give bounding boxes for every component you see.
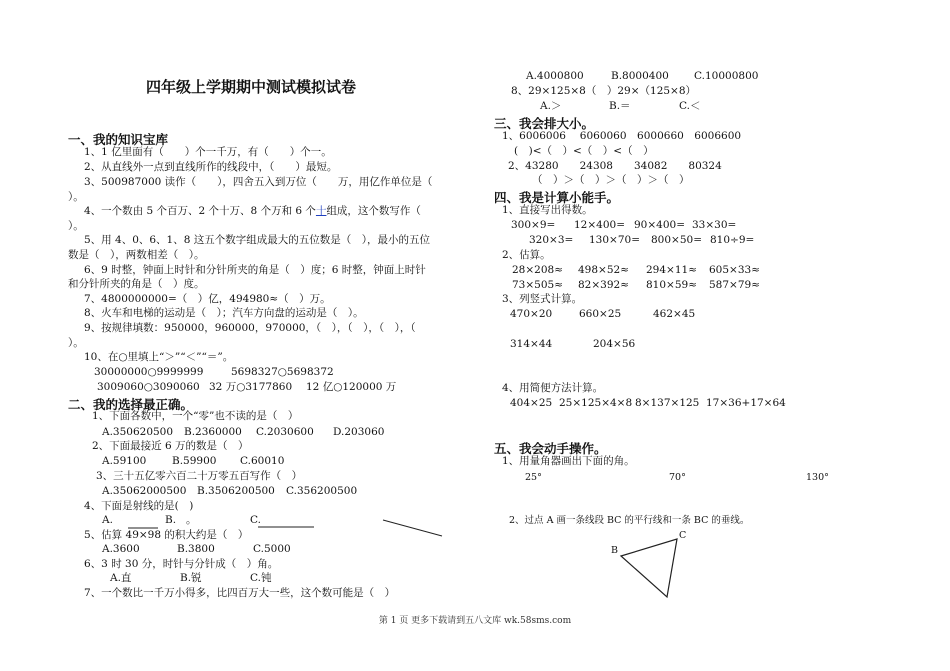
section-4-heading: 四、我是计算小能手。 — [494, 190, 620, 205]
question-5-1: 1、用量角器画出下面的角。 — [502, 455, 635, 467]
calc-item: 12×400= — [574, 219, 625, 231]
option: A.4000800 — [526, 70, 584, 82]
question-2-1: 1、下面各数中，一个“零”也不读的是（ ） — [92, 410, 299, 422]
option: C.2030600 — [256, 426, 314, 438]
angle-label: 70° — [669, 472, 686, 483]
question-2-8: 8、29×125×8（ ）29×（125×8） — [511, 85, 697, 97]
question-1-3-cont: ）。 — [68, 191, 84, 203]
question-5-2: 2、过点 A 画一条线段 BC 的平行线和一条 BC 的垂线。 — [509, 515, 750, 526]
option: B.锐 — [180, 572, 202, 584]
simplify-item: 404×25 — [510, 397, 553, 409]
vertical-calc-item: 470×20 — [510, 308, 553, 320]
calc-item: 800×50= — [651, 234, 702, 246]
inline-link[interactable]: 十 — [315, 205, 327, 217]
option: A.35062000500 — [102, 485, 187, 497]
page-footer: 第 1 页 更多下载请到五八文库 wk.58sms.com — [378, 616, 572, 626]
section-3-heading: 三、我会排大小。 — [494, 116, 595, 131]
question-1-5-cont: 数是（ ），两数相差（ ）。 — [68, 249, 205, 261]
question-1-6-cont: 和分针所夹的角是（ ）度。 — [68, 278, 205, 290]
option: A. — [102, 514, 113, 526]
simplify-item: 25×125×4×8 — [559, 397, 633, 409]
question-2-7: 7、一个数比一千万小得多，比四百万大一些，这个数可能是（ ） — [84, 587, 396, 599]
question-1-1: 1、1 亿里面有（ ）个一千万，有（ ）个一。 — [84, 146, 332, 158]
option: B. — [165, 514, 177, 526]
section-1-heading: 一、我的知识宝库 — [68, 132, 169, 147]
question-2-4: 4、下面是射线的是( ) — [84, 500, 194, 512]
question-3-2: 2、43280 24308 34082 80324 — [508, 160, 722, 172]
estimate-item: 82×392≈ — [578, 279, 629, 291]
option: B.3800 — [177, 543, 215, 555]
question-4-4: 4、用简便方法计算。 — [502, 382, 604, 394]
page-title: 四年级上学期期中测试模拟试卷 — [146, 78, 357, 96]
question-1-5: 5、用 4、0、6、1、8 这五个数字组成最大的五位数是（ ），最小的五位 — [84, 234, 431, 246]
question-1-9: 9、按规律填数：950000，960000，970000，（ ），（ ），（ ），（ — [84, 322, 416, 334]
option: C.356200500 — [286, 485, 358, 497]
option: B.8000400 — [611, 70, 669, 82]
estimate-item: 73×505≈ — [512, 279, 563, 291]
question-1-4-cont: ）。 — [68, 220, 84, 232]
compare-item: 30000000○9999999 — [94, 366, 204, 378]
option: C.10000800 — [694, 70, 759, 82]
option: B.59900 — [172, 455, 217, 467]
option: A.直 — [110, 572, 132, 584]
question-1-10: 10、在○里填上“＞”“＜”“＝”。 — [84, 351, 234, 363]
estimate-item: 605×33≈ — [709, 264, 760, 276]
estimate-item: 587×79≈ — [709, 279, 760, 291]
vertical-calc-item: 314×44 — [510, 338, 553, 350]
triangle-abc — [621, 539, 677, 597]
question-2-5: 5、估算 49×98 的积大约是（ ） — [84, 529, 249, 541]
option: B.3506200500 — [197, 485, 275, 497]
option: C.5000 — [253, 543, 291, 555]
question-1-6: 6、9 时整，钟面上时针和分针所夹的角是（ ）度；6 时整，钟面上时针 — [84, 264, 426, 276]
option: B.＝ — [609, 100, 631, 112]
point-label-c: C — [679, 530, 687, 541]
question-1-7: 7、4800000000=（ ）亿，494980≈（ ）万。 — [84, 293, 331, 305]
option: A.350620500 — [102, 426, 174, 438]
question-4-2: 2、估算。 — [502, 249, 551, 261]
section-2-heading: 二、我的选择最正确。 — [68, 397, 194, 412]
angle-label: 25° — [525, 472, 542, 483]
option: A.3600 — [102, 543, 140, 555]
question-3-1: 1、6006006 6060060 6000660 6006600 — [502, 130, 742, 142]
question-3-2-blanks: （ ）＞（ ）＞（ ）＞（ ） — [532, 174, 690, 186]
question-1-2: 2、从直线外一点到直线所作的线段中，（ ）最短。 — [84, 161, 338, 173]
estimate-item: 498×52≈ — [578, 264, 629, 276]
question-1-4-pre: 4、一个数由 5 个百万、2 个十万、8 个万和 6 个 — [84, 205, 316, 217]
ray-line — [383, 520, 442, 536]
simplify-item: 17×36+17×64 — [706, 397, 786, 409]
question-1-3: 3、500987000 读作（ ），四舍五入到万位（ 万，用亿作单位是（ — [84, 176, 433, 188]
option: C.钝 — [250, 572, 272, 584]
question-1-8: 8、火车和电梯的运动是（ ）；汽车方向盘的运动是（ ）。 — [84, 307, 364, 319]
question-1-9-cont: ）。 — [68, 337, 84, 349]
option: A.＞ — [540, 100, 562, 112]
question-2-3: 3、三十五亿零六百二十万零五百写作（ ） — [96, 470, 303, 482]
estimate-item: 810×59≈ — [646, 279, 697, 291]
section-5-heading: 五、我会动手操作。 — [494, 441, 607, 456]
calc-item: 90×400= — [634, 219, 685, 231]
option: C. — [250, 514, 261, 526]
calc-item: 130×70= — [589, 234, 640, 246]
compare-item: 12 亿○120000 万 — [306, 381, 397, 393]
angle-label: 130° — [806, 472, 829, 483]
question-4-3: 3、列竖式计算。 — [502, 293, 583, 305]
question-2-2: 2、下面最接近 6 万的数是（ ） — [92, 440, 249, 452]
compare-item: 3009060○3090060 — [97, 381, 200, 393]
option: 。 — [186, 514, 197, 526]
compare-item: 32 万○3177860 — [209, 381, 293, 393]
question-4-1: 1、直接写出得数。 — [502, 204, 593, 216]
calc-item: 810÷9= — [710, 234, 755, 246]
option: C.60010 — [240, 455, 285, 467]
compare-item: 5698327○5698372 — [231, 366, 334, 378]
calc-item: 300×9= — [511, 219, 556, 231]
option: B.2360000 — [184, 426, 242, 438]
question-2-6: 6、3 时 30 分，时针与分针成（ ）角。 — [84, 558, 279, 570]
point-label-b: B — [611, 545, 618, 556]
option: D.203060 — [333, 426, 385, 438]
question-1-4-post: 组成，这个数写作（ — [326, 205, 421, 217]
calc-item: 33×30= — [692, 219, 737, 231]
calc-item: 320×3= — [529, 234, 574, 246]
vertical-calc-item: 204×56 — [593, 338, 636, 350]
estimate-item: 294×11≈ — [646, 264, 697, 276]
vertical-calc-item: 660×25 — [579, 308, 622, 320]
option: A.59100 — [102, 455, 147, 467]
estimate-item: 28×208≈ — [512, 264, 563, 276]
vertical-calc-item: 462×45 — [653, 308, 696, 320]
question-3-1-blanks: ( )<（ ）<（ ）<（ ） — [514, 145, 654, 157]
simplify-item: 8×137×125 — [635, 397, 700, 409]
option: C.＜ — [679, 100, 701, 112]
